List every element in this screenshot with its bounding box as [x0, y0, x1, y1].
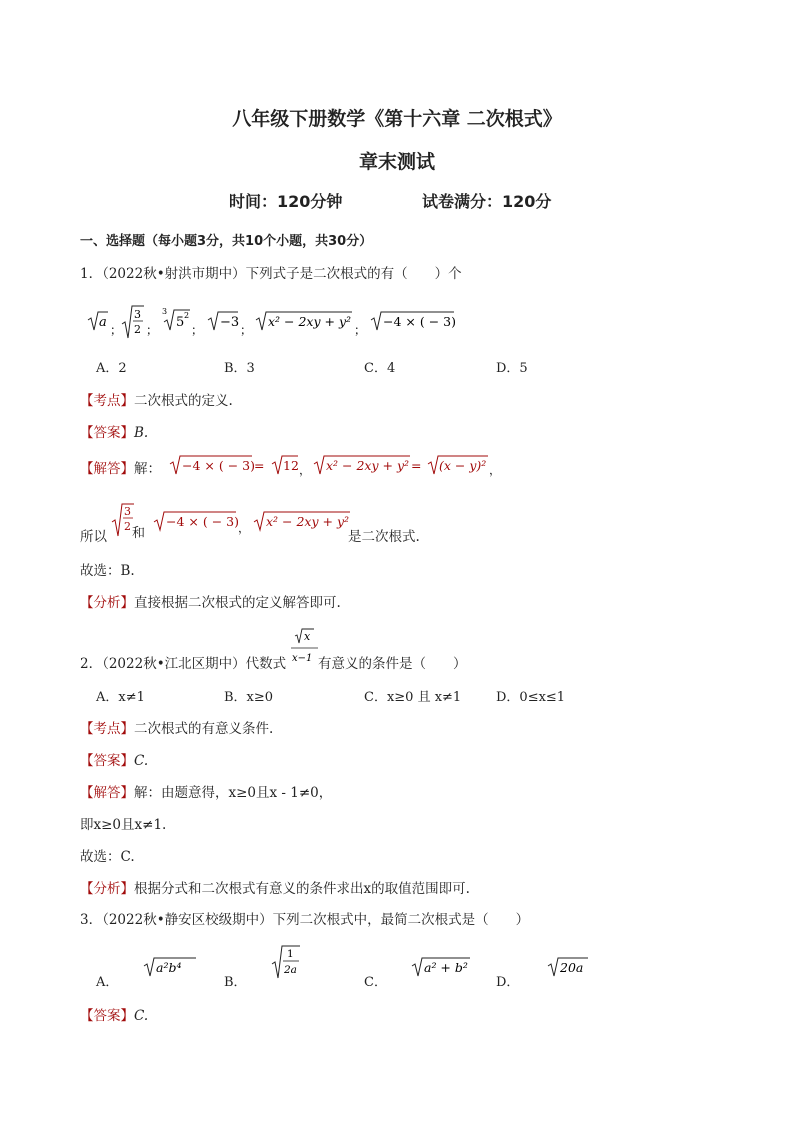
kaodian-label: 【考点】	[80, 721, 134, 737]
q2-fraction	[290, 626, 320, 674]
q2-sol2: 即x≥0且x≠1.	[80, 817, 167, 833]
page-subtitle: 章末测试	[358, 151, 435, 173]
comma: ，	[299, 463, 312, 477]
root-index: 3	[162, 307, 168, 316]
q2-fraction-svg	[290, 626, 320, 670]
q2-solution	[80, 781, 332, 801]
q2-option-b[interactable]: B．x≥0	[224, 690, 274, 705]
expr-2: 2	[134, 323, 141, 336]
q3-stem: 3．（2022秋•静安区校级期中）下列二次根式中，最简二次根式是（ ）	[80, 912, 530, 928]
q2-kaodian	[80, 717, 273, 737]
q2-option-c[interactable]: C．x≥0 且 x≠1	[364, 690, 462, 705]
q1-kaodian	[80, 389, 233, 409]
analysis-label: 【分析】	[80, 595, 134, 611]
expr-2a: 2a	[284, 964, 297, 976]
sep: ；	[354, 323, 367, 337]
page-title: 八年级下册数学《第十六章 二次根式》	[232, 108, 562, 130]
eq-sign: =	[254, 458, 265, 473]
q1-is-root: 是二次根式.	[348, 529, 420, 545]
sep: ；	[110, 323, 123, 337]
section-heading: 一、选择题（每小题3分，共10个小题，共30分）	[80, 234, 373, 249]
comma: ，	[489, 463, 502, 477]
sol-eq2-right: (x − y)²	[439, 458, 487, 473]
q3-answer	[80, 1004, 148, 1024]
exam-time: 时间：120分钟	[229, 192, 343, 211]
q1-expressions	[86, 304, 466, 346]
sol-prefix: 解：	[134, 461, 161, 477]
frac-num: x	[304, 630, 311, 643]
expr-a2b2: a² + b²	[424, 960, 468, 975]
kaodian-label: 【考点】	[80, 393, 134, 409]
frac-den: x−1	[292, 653, 313, 664]
expr-20a: 20a	[560, 960, 584, 975]
q3-option-a-label[interactable]: A．	[96, 975, 119, 990]
comma: ，	[238, 521, 251, 535]
expr-a2b4: a²b⁴	[156, 960, 182, 975]
q2-stem-a: 2．（2022秋•江北区期中）代数式	[80, 656, 287, 672]
q1-answer-text: B.	[134, 425, 149, 441]
and-text: 和	[132, 526, 146, 541]
expr-a: a	[99, 315, 107, 330]
q2-analysis-text: 根据分式和二次根式有意义的条件求出x的取值范围即可.	[134, 881, 470, 897]
sep: ；	[146, 323, 159, 337]
q3-option-d-expr	[546, 954, 594, 984]
q2-kaodian-text: 二次根式的有意义条件.	[134, 721, 274, 737]
q2-option-d[interactable]: D．0≤x≤1	[496, 690, 566, 705]
expr-5: 5	[176, 315, 185, 330]
sol-eq2-left: x² − 2xy + y²	[326, 458, 410, 473]
cuberoot-5-squared	[162, 307, 190, 330]
sol-and-right: x² − 2xy + y²	[266, 514, 350, 529]
q2-sol1: 解：由题意得，x≥0且x - 1≠0，	[134, 785, 333, 801]
q3-option-d-label[interactable]: D．	[496, 975, 520, 990]
expr-prod: −4 × ( − 3)	[383, 314, 456, 329]
q3-answer-text: C.	[134, 1008, 149, 1024]
answer-label: 【答案】	[80, 1008, 134, 1024]
q1-expressions-svg	[86, 304, 466, 342]
q1-kaodian-text: 二次根式的定义.	[134, 393, 233, 409]
sqrt-neg4-times-neg3	[371, 312, 456, 330]
sqrt-neg3	[208, 312, 239, 330]
q1-analysis	[80, 591, 341, 611]
q3-option-c-label[interactable]: C．	[364, 975, 387, 990]
answer-label: 【答案】	[80, 753, 134, 769]
q2-choose: 故选：C.	[80, 849, 135, 865]
expr-3: 3	[134, 308, 141, 321]
q3-d-svg	[546, 954, 594, 980]
sqrt-a	[88, 312, 108, 330]
solution-label: 【解答】	[80, 785, 134, 801]
q3-option-b-expr	[270, 944, 310, 984]
q3-option-a-expr	[142, 954, 202, 984]
expr-neg3: −3	[220, 315, 240, 330]
sol-eq1-right: 12	[283, 458, 299, 473]
sol-eq1-left: −4 × ( − 3)	[182, 458, 255, 473]
q2-option-a[interactable]: A．x≠1	[96, 690, 145, 705]
q3-c-svg	[410, 954, 474, 980]
q3-b-svg	[270, 944, 310, 980]
sep: ；	[191, 323, 204, 337]
expr-sq: 2	[184, 311, 190, 320]
eq-sign: =	[411, 458, 422, 473]
q1-analysis-text: 直接根据二次根式的定义解答即可.	[134, 595, 341, 611]
q3-a-svg	[142, 954, 202, 980]
q1-choose: 故选：B.	[80, 563, 135, 579]
answer-label: 【答案】	[80, 425, 134, 441]
q3-option-c-expr	[410, 954, 474, 984]
q1-solution-line1	[80, 457, 161, 477]
exam-score: 试卷满分：120分	[422, 192, 552, 211]
sol-frac-3: 3	[124, 505, 131, 518]
q1-so: 所以	[80, 529, 107, 545]
q1-solution-svg1	[168, 452, 502, 480]
q1-solution-math1	[168, 452, 502, 484]
q2-stem-b: 有意义的条件是（ ）	[318, 656, 467, 672]
q1-option-b[interactable]: B．3	[224, 361, 255, 376]
solution-label: 【解答】	[80, 461, 134, 477]
sep: ；	[240, 323, 253, 337]
q1-stem: 1．（2022秋•射洪市期中）下列式子是二次根式的有（ ）个	[80, 266, 462, 282]
q1-option-c[interactable]: C．4	[364, 361, 396, 376]
q1-option-d[interactable]: D．5	[496, 361, 528, 376]
q2-answer	[80, 749, 148, 769]
q2-analysis	[80, 877, 470, 897]
q1-answer	[80, 421, 148, 441]
sol-and-left: −4 × ( − 3)	[166, 514, 239, 529]
expr-x2: x² − 2xy + y²	[268, 314, 352, 329]
analysis-label: 【分析】	[80, 881, 134, 897]
q2-answer-text: C.	[134, 753, 149, 769]
sqrt-3-over-2	[122, 306, 144, 338]
sqrt-x2-2xy-y2	[256, 312, 352, 330]
expr-one: 1	[287, 948, 294, 960]
q1-option-a[interactable]: A．2	[96, 361, 127, 376]
sol-frac-2: 2	[124, 520, 131, 533]
q3-option-b-label[interactable]: B．	[224, 975, 247, 990]
